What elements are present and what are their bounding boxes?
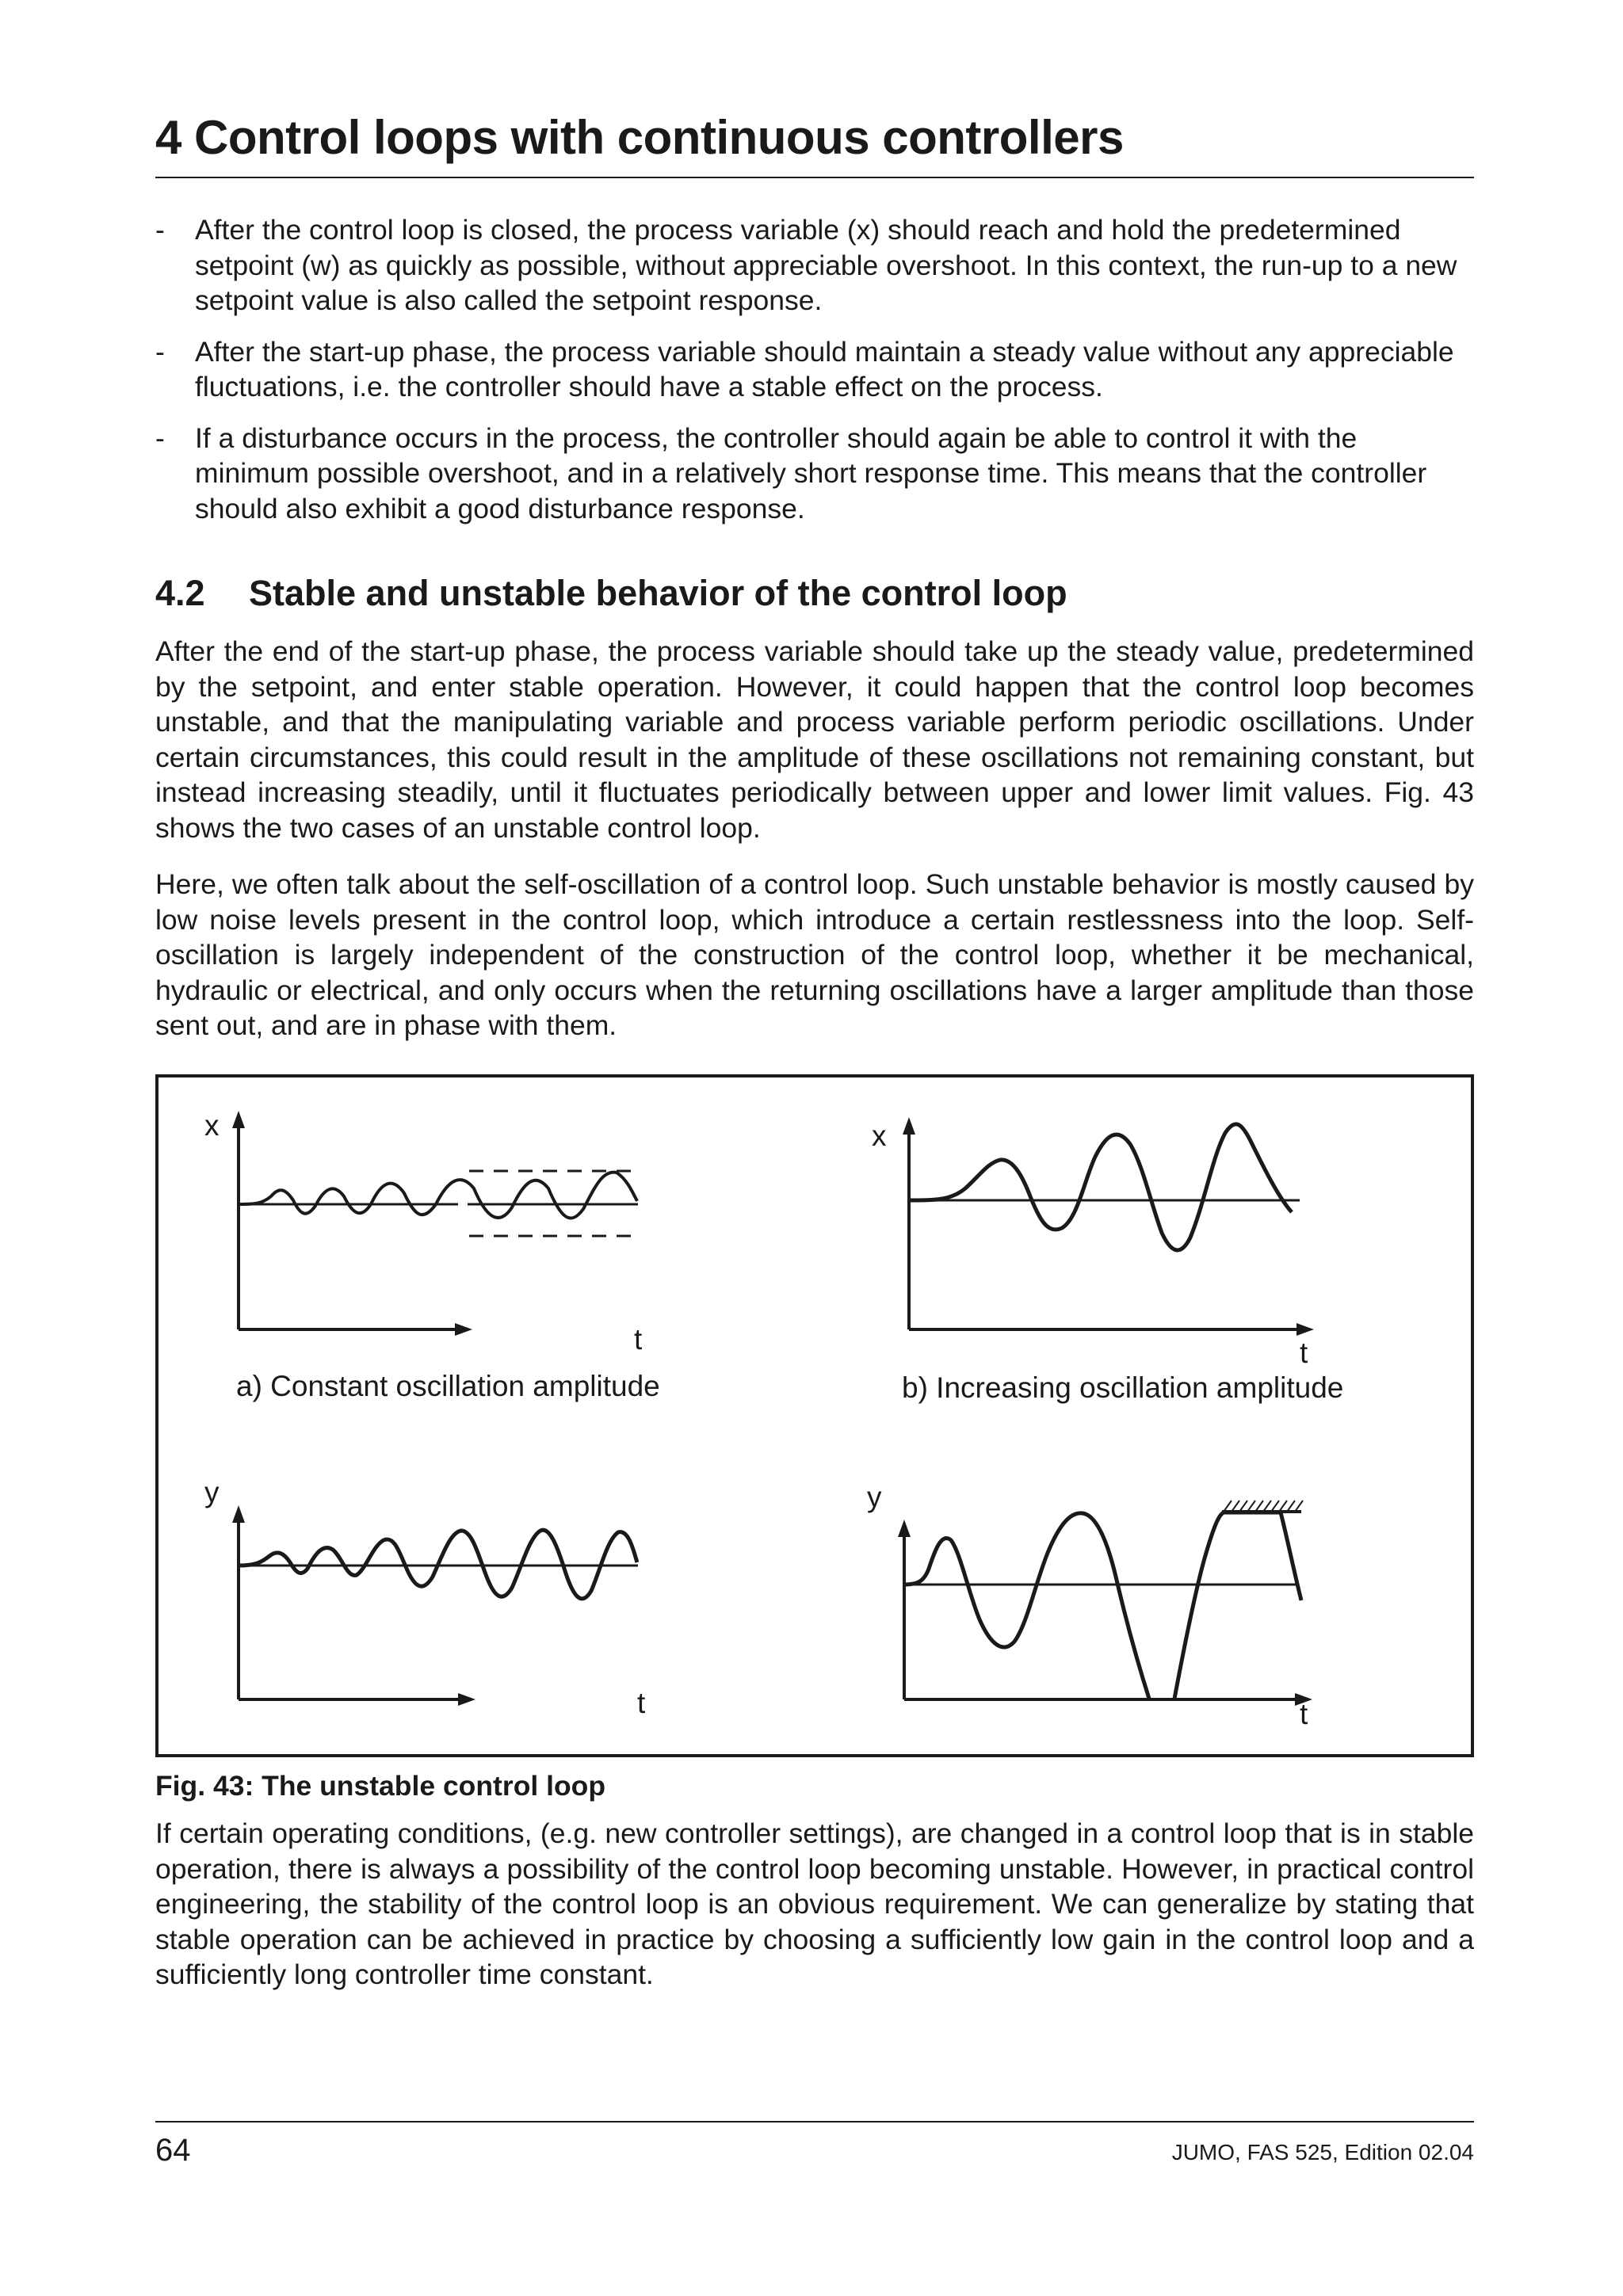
panel-c xyxy=(204,1476,646,1719)
panel-c-x-arrow xyxy=(458,1693,475,1706)
section-number: 4.2 xyxy=(155,573,205,613)
paragraph-stability: After the end of the start-up phase, the process variable should take up the steady value, predetermined by the setpoint, and enter stable operation. However, it could happen that the control loop becomes unstable, and that the manipulating variable and process variable perform periodic oscillations. Under certain circumstances, this could result in the amplitude of these oscillations not remaining constant, but instead increasing steadily, until it fluctuates periodically between upper and lower limit values. Fig. 43 shows the two cases of an unstable control loop. xyxy=(155,635,1474,844)
panel-d-y-arrow xyxy=(898,1520,911,1537)
panel-a-caption: a) Constant oscillation amplitude xyxy=(236,1370,660,1402)
list-item-text: If a disturbance occurs in the process, the controller should again be able to control it with the minimum possible overshoot, and in a relatively short response time. This means that the controller should also exhibit a good disturbance response. xyxy=(195,421,1427,524)
panel-c-y-label: y xyxy=(204,1476,220,1508)
title-divider xyxy=(155,177,1474,178)
paragraph-operating-conditions: If certain operating conditions, (e.g. new controller settings), are changed in a control loop that is in stable operation, there is always a possibility of the control loop becoming unstable. However, in practical control engineering, the stability of the control loop is an obvious requirement. We can generalize by stating that stable operation can be achieved in practice by choosing a sufficiently low gain in the control loop and a sufficiently long controller time constant. xyxy=(155,1817,1474,1990)
panel-d-x-label: t xyxy=(1300,1698,1308,1730)
panel-b xyxy=(872,1117,1343,1404)
panel-a-y-label: x xyxy=(204,1109,220,1142)
panel-b-y-arrow xyxy=(903,1117,915,1135)
bullet-marker: - xyxy=(155,421,165,454)
bullet-marker: - xyxy=(155,214,165,246)
page-number: 64 xyxy=(155,2133,191,2168)
page-title: 4 Control loops with continuous controllers xyxy=(155,111,1124,164)
panel-a-y-arrow xyxy=(232,1111,245,1128)
panel-b-x-arrow xyxy=(1296,1323,1314,1336)
list-item xyxy=(155,421,1474,527)
list-item xyxy=(155,212,1474,318)
panel-a-x-arrow xyxy=(455,1323,472,1336)
panel-a-response-curve xyxy=(239,1173,637,1219)
figure-unstable-control-loop xyxy=(155,1074,1474,1757)
footer-edition: JUMO, FAS 525, Edition 02.04 xyxy=(1171,2140,1474,2164)
panel-a xyxy=(204,1109,660,1402)
footer-divider xyxy=(155,2121,1474,2122)
figure-caption: Fig. 43: The unstable control loop xyxy=(155,1770,606,1802)
panel-d-limit-hatching xyxy=(1224,1501,1303,1512)
section-heading xyxy=(155,572,1067,615)
panel-d-y-label: y xyxy=(867,1481,882,1513)
panel-b-caption: b) Increasing oscillation amplitude xyxy=(902,1371,1344,1404)
panel-b-x-label: t xyxy=(1300,1337,1308,1369)
panel-d xyxy=(867,1481,1312,1730)
list-item xyxy=(155,334,1474,405)
list-item-text: After the control loop is closed, the process variable (x) should reach and hold the predetermined setpoint (w) as quickly as possible, without appreciable overshoot. In this context, the run-up to a new setpoint value is also called the setpoint response. xyxy=(195,214,1457,316)
figure-diagram xyxy=(158,1077,1477,1760)
paragraph-self-oscillation: Here, we often talk about the self-oscillation of a control loop. Such unstable behavior is mostly caused by low noise levels present in the control loop, which introduce a certain restlessness into the loop. Self-oscillation is largely independent of the construction of the control loop, whether it be mechanical, hydraulic or electrical, and only occurs when the returning oscillations have a larger amplitude than those sent out, and are in phase with them. xyxy=(155,868,1474,1041)
panel-a-x-label: t xyxy=(634,1323,643,1356)
bullet-marker: - xyxy=(155,335,165,368)
panel-c-x-label: t xyxy=(637,1687,646,1719)
list-item-text: After the start-up phase, the process variable should maintain a steady value without any appreciable fluctuations, i.e. the controller should have a stable effect on the process. xyxy=(195,335,1454,402)
panel-c-y-arrow xyxy=(232,1505,245,1523)
panel-b-y-label: x xyxy=(872,1119,887,1152)
section-title: Stable and unstable behavior of the control loop xyxy=(249,573,1067,613)
panel-d-response-curve xyxy=(904,1512,1301,1699)
requirements-list xyxy=(155,212,1474,542)
panel-b-response-curve xyxy=(909,1124,1292,1250)
